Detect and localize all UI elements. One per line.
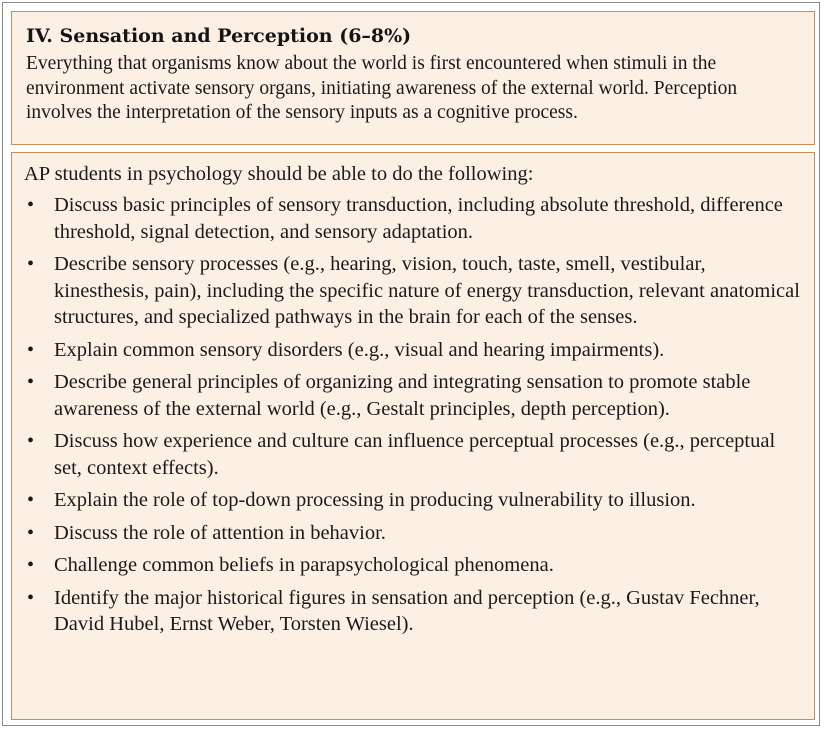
objectives-lead: AP students in psychology should be able to do the following: — [24, 163, 534, 185]
page-frame — [2, 2, 820, 726]
list-item — [24, 487, 802, 514]
list-item-text: Describe general principles of organizing and integrating sensation to promote stable awareness of the external world (e.g., Gestalt principles, depth perception). — [54, 371, 751, 420]
section-intro: Everything that organisms know about the world is first encountered when stimuli in the environment activate sensory organs, initiating awareness of the external world. Perception involves the interpretation of the sensory inputs as a cognitive process. — [26, 53, 738, 123]
list-item — [24, 192, 802, 245]
list-item-text: Explain the role of top-down processing in producing vulnerability to illusion. — [54, 489, 696, 511]
list-item-text: Explain common sensory disorders (e.g., visual and hearing impairments). — [54, 338, 665, 361]
list-item-text: Describe sensory processes (e.g., hearing, vision, touch, taste, smell, vestibular, kinesthesis, pain), including the specific nature of energy transduction, relevant anatomical structures, and specialized pathways in the brain for each of the senses. — [54, 253, 800, 328]
bullet-icon: • — [27, 554, 35, 576]
objectives-box — [11, 152, 815, 720]
section-title: IV. Sensation and Perception (6–8%) — [26, 25, 412, 47]
bullet-icon: • — [27, 194, 35, 216]
list-item — [24, 251, 802, 331]
section-header-box — [11, 11, 815, 145]
list-item — [24, 428, 802, 481]
list-item — [24, 585, 802, 638]
list-item — [24, 552, 802, 579]
objectives-list — [24, 192, 802, 638]
list-item — [24, 369, 802, 422]
list-item — [24, 520, 802, 547]
bullet-icon: • — [27, 521, 35, 544]
list-item-text: Discuss basic principles of sensory transduction, including absolute threshold, difference threshold, signal detection, and sensory adaptation. — [54, 194, 783, 243]
bullet-icon: • — [27, 338, 35, 361]
bullet-icon: • — [27, 430, 35, 452]
bullet-icon: • — [27, 489, 35, 511]
bullet-icon: • — [27, 586, 35, 609]
list-item-text: Challenge common beliefs in parapsychological phenomena. — [54, 554, 554, 576]
list-item-text: Identify the major historical figures in sensation and perception (e.g., Gustav Fechner, David Hubel, Ernst Weber, Torsten Wiesel). — [54, 586, 760, 635]
bullet-icon: • — [27, 253, 35, 275]
list-item — [24, 337, 802, 364]
bullet-icon: • — [27, 371, 35, 393]
list-item-text: Discuss the role of attention in behavior. — [54, 521, 386, 544]
list-item-text: Discuss how experience and culture can influence perceptual processes (e.g., perceptual set, context effects). — [54, 430, 776, 479]
